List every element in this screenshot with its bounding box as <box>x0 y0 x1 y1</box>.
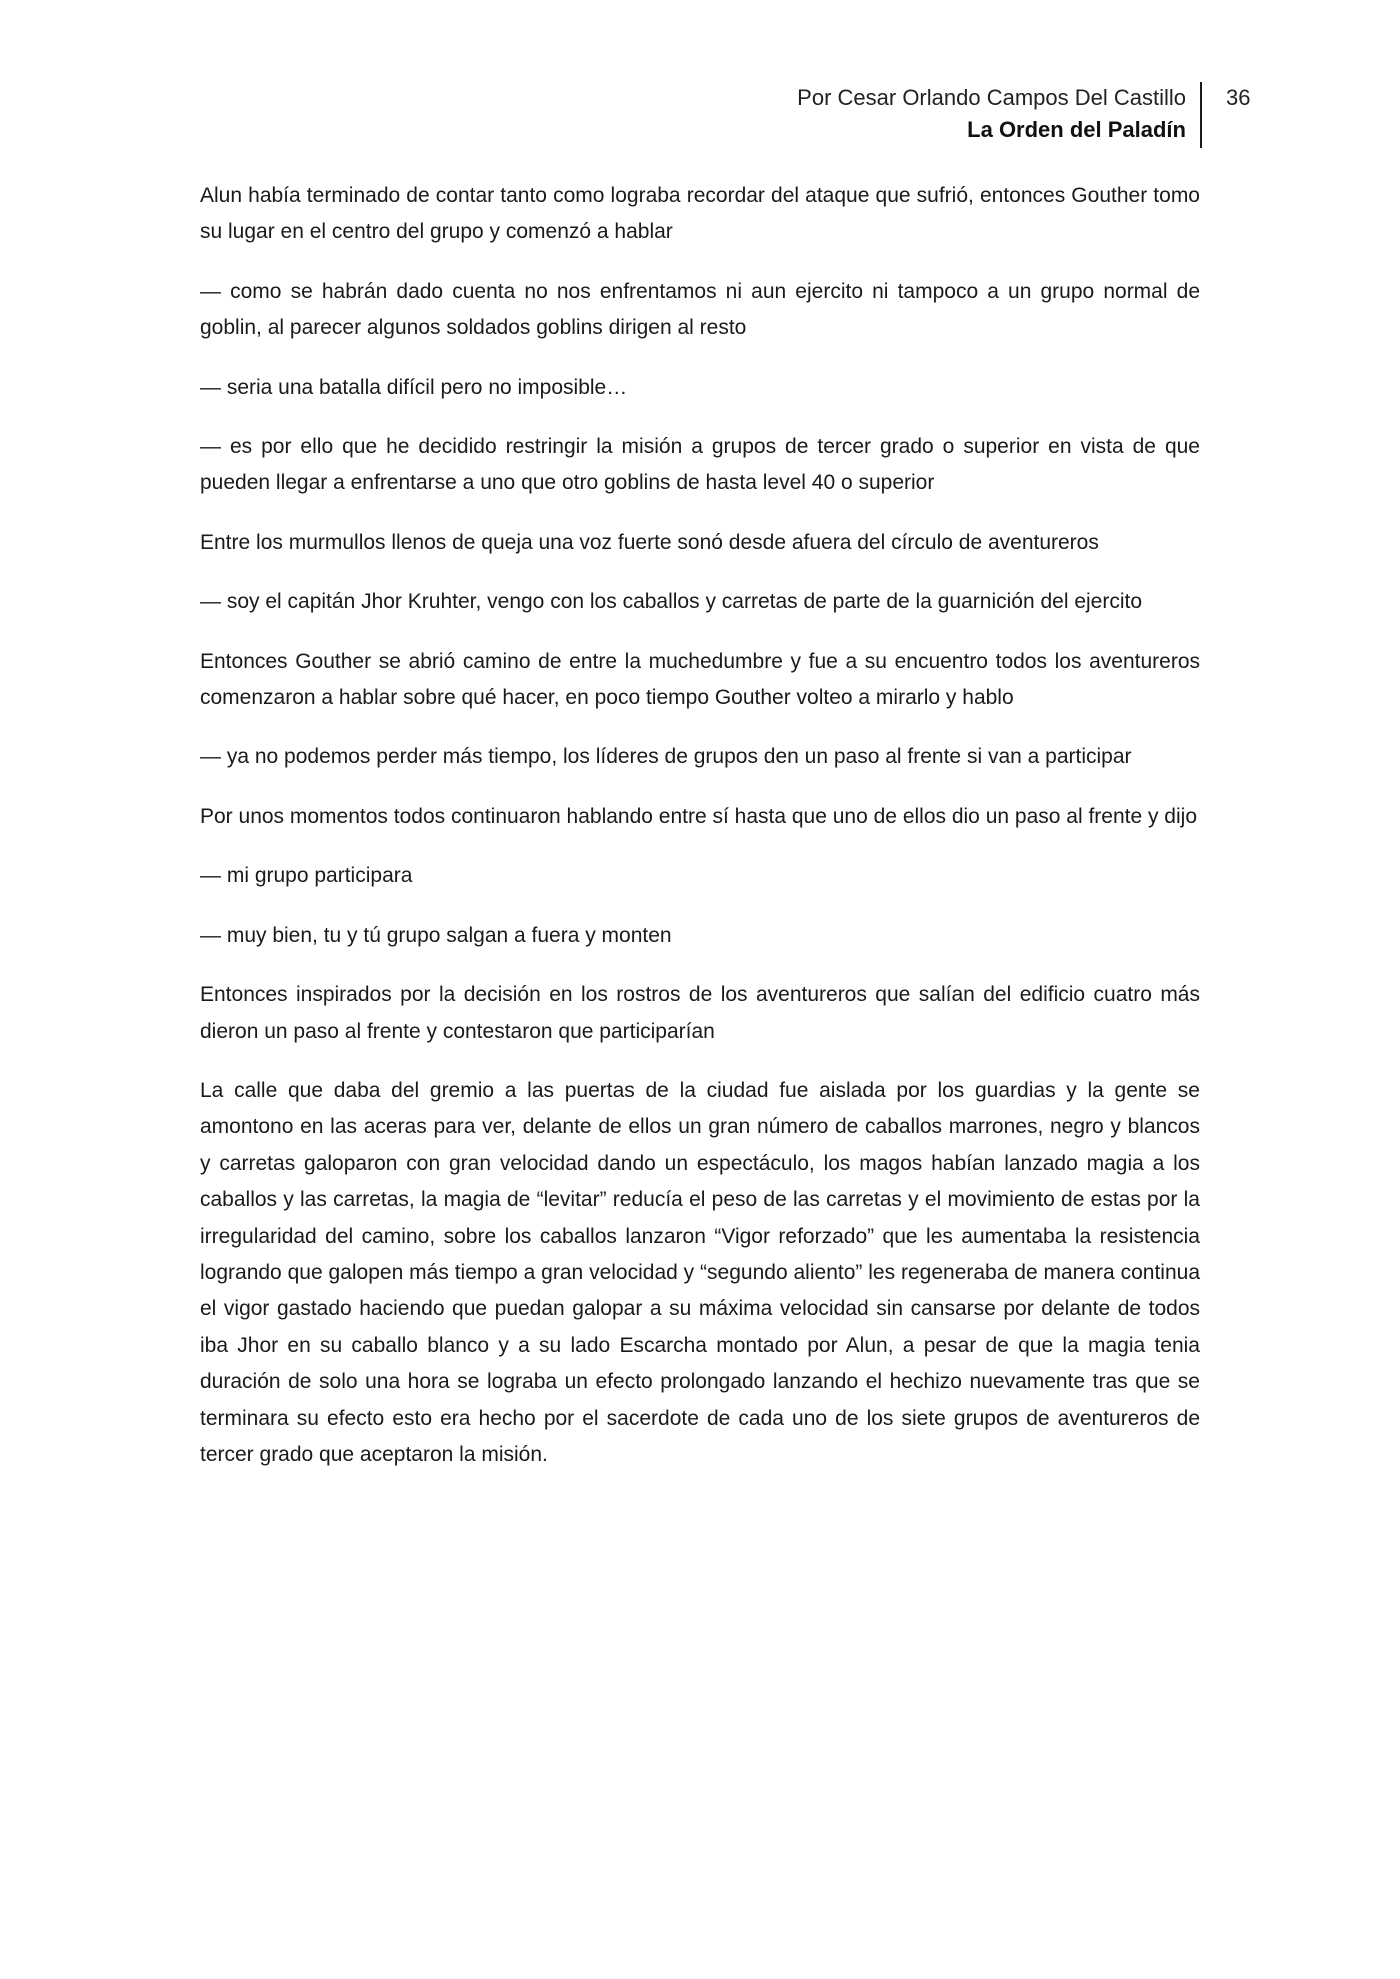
paragraph: — es por ello que he decidido restringir la misión a grupos de tercer grado o superior en vista de que pueden llegar a enfrentarse a uno que otro goblins de hasta level 40 o superior <box>200 435 1200 495</box>
running-header <box>797 82 1202 148</box>
header-author: Por Cesar Orlando Campos Del Castillo <box>797 85 1186 110</box>
paragraph: Entonces inspirados por la decisión en los rostros de los aventureros que salían del edificio cuatro más dieron un paso al frente y contestaron que participarían <box>200 983 1200 1043</box>
paragraph: — soy el capitán Jhor Kruhter, vengo con los caballos y carretas de parte de la guarnición del ejercito <box>200 590 1143 614</box>
paragraph: — muy bien, tu y tú grupo salgan a fuera y monten <box>200 923 672 947</box>
paragraph: Alun había terminado de contar tanto como lograba recordar del ataque que sufrió, entonces Gouther tomo su lugar en el centro del grupo y comenzó a hablar <box>200 184 1200 244</box>
header-book-title: La Orden del Paladín <box>967 117 1186 142</box>
paragraph: — ya no podemos perder más tiempo, los líderes de grupos den un paso al frente si van a participar <box>200 745 1132 769</box>
paragraph: La calle que daba del gremio a las puertas de la ciudad fue aislada por los guardias y la gente se amontono en las aceras para ver, delante de ellos un gran número de caballos marrones, negro y blancos y carretas galoparon con gran velocidad dando un espectáculo, los magos habían lanzado magia a los caballos y las carretas, la magia de “levitar” reducía el peso de las carretas y el movimiento de estas por la irregularidad del camino, sobre los caballos lanzaron “Vigor reforzado” que les aumentaba la resistencia logrando que galopen más tiempo a gran velocidad y “segundo aliento” les regeneraba de manera continua el vigor gastado haciendo que puedan galopar a su máxima velocidad sin cansarse por delante de todos iba Jhor en su caballo blanco y a su lado Escarcha montado por Alun, a pesar de que la magia tenia duración de solo una hora se lograba un efecto prolongado lanzando el hechizo nuevamente tras que se terminara su efecto esto era hecho por el sacerdote de cada uno de los siete grupos de aventureros de tercer grado que aceptaron la misión. <box>200 1078 1200 1466</box>
paragraph: — como se habrán dado cuenta no nos enfrentamos ni aun ejercito ni tampoco a un grupo normal de goblin, al parecer algunos soldados goblins dirigen al resto <box>200 279 1200 340</box>
paragraph: Entonces Gouther se abrió camino de entre la muchedumbre y fue a su encuentro todos los aventureros comenzaron a hablar sobre qué hacer, en poco tiempo Gouther volteo a mirarlo y hablo <box>200 649 1200 710</box>
page-number: 36 <box>1226 85 1251 110</box>
paragraph: — mi grupo participara <box>200 864 413 888</box>
paragraph: — seria una batalla difícil pero no imposible… <box>200 375 628 399</box>
page-body <box>200 178 1200 1496</box>
paragraph: Entre los murmullos llenos de queja una voz fuerte sonó desde afuera del círculo de aventureros <box>200 530 1099 554</box>
paragraph: Por unos momentos todos continuaron hablando entre sí hasta que uno de ellos dio un paso al frente y dijo <box>200 804 1197 828</box>
